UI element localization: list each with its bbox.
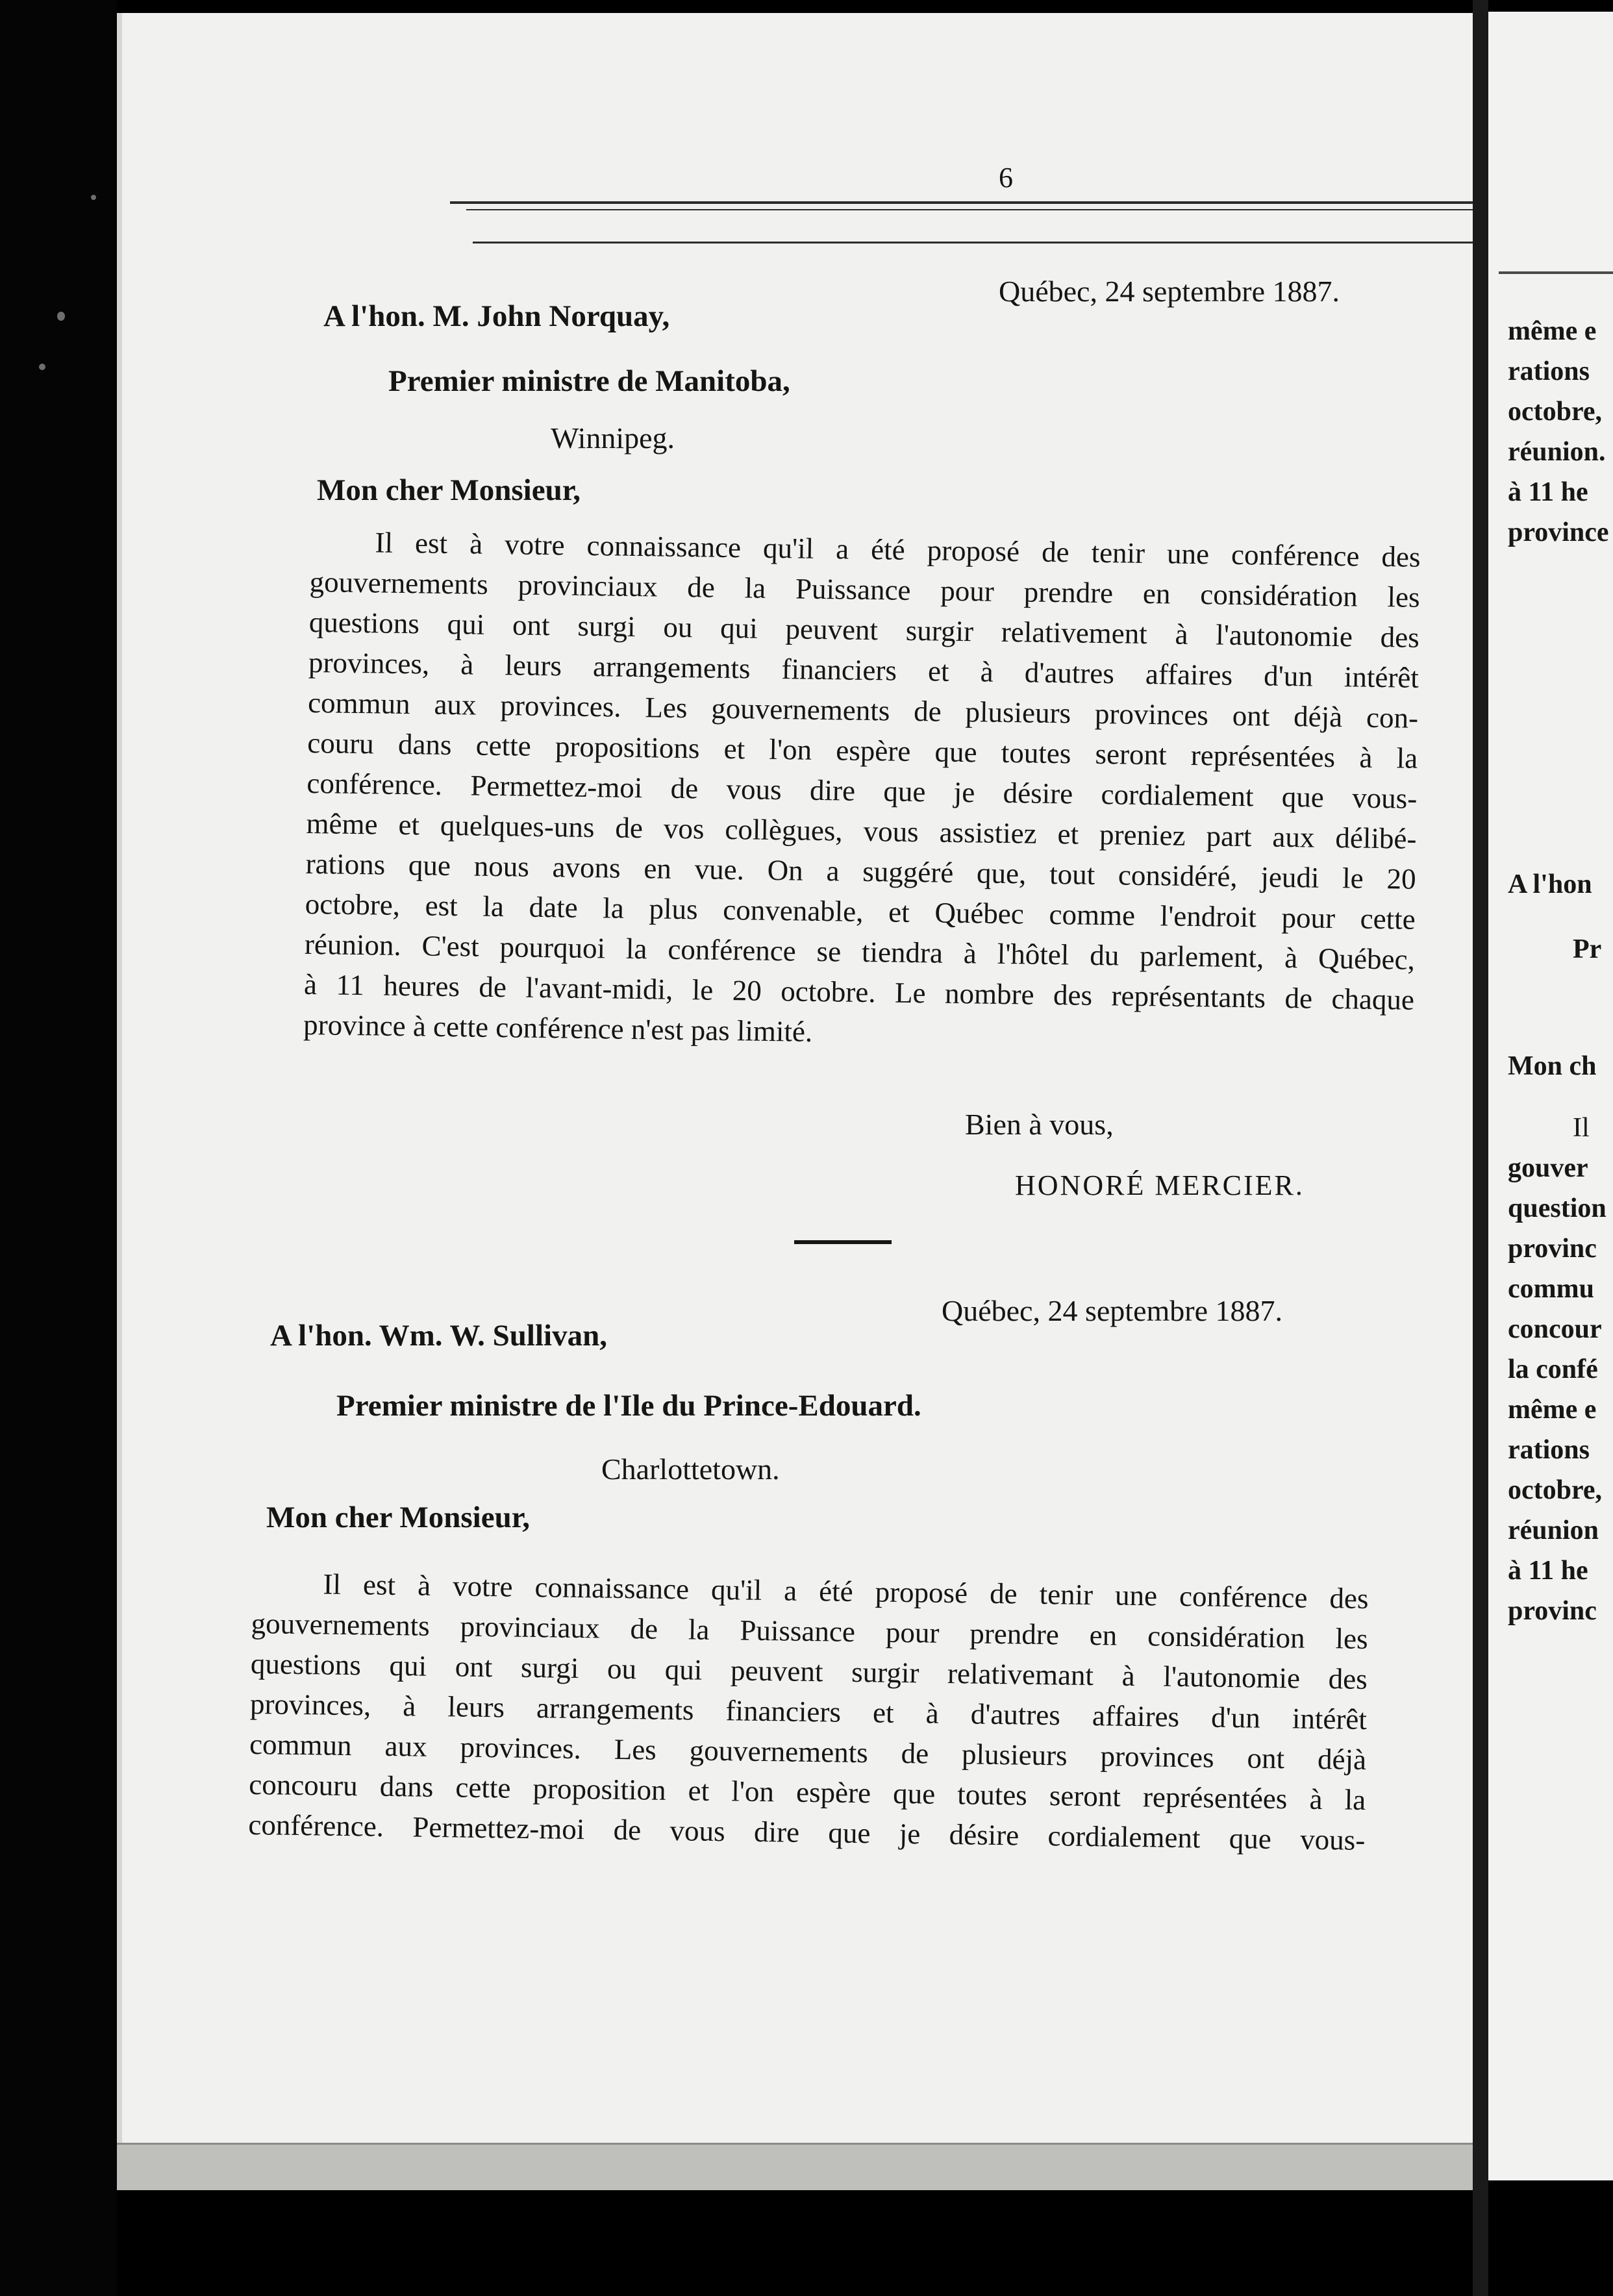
letter2-body-line: conférence. Permettez-moi de vous dire que je désire cordialement que vous- — [248, 1808, 1366, 1856]
letter2-recipient: A l'hon. Wm. W. Sullivan, — [270, 1319, 607, 1353]
letter1-date: Québec, 24 septembre 1887. — [999, 275, 1340, 308]
letter2-salutation: Mon cher Monsieur, — [266, 1501, 531, 1534]
adjacent-line: réunion. — [1508, 437, 1606, 467]
letter2-body — [248, 1566, 1369, 1856]
letter1-body-line: provinces, à leurs arrangements financiers et à d'autres affaires d'un intérêt — [308, 645, 1419, 694]
letter1-recipient-title: Premier ministre de Manitoba, — [388, 364, 790, 398]
letter2-recipient-title: Premier ministre de l'Ile du Prince-Edouard. — [336, 1389, 921, 1423]
letter1-body-line: commun aux provinces. Les gouvernements de plusieurs provinces ont déjà con- — [307, 686, 1419, 734]
adjacent-line: même e — [1508, 316, 1597, 346]
dust-speck — [57, 312, 65, 321]
letter1-body-line: province à cette conférence n'est pas limité. — [303, 1008, 813, 1048]
adjacent-line: province — [1508, 518, 1609, 547]
letter2-date: Québec, 24 septembre 1887. — [942, 1294, 1283, 1327]
letter1-salutation: Mon cher Monsieur, — [317, 473, 581, 507]
letter1-body-line: conférence. Permettez-moi de vous dire que je désire cordialement que vous- — [306, 766, 1418, 815]
adjacent-header-rule — [1499, 271, 1613, 274]
adjacent-page-fragment — [1488, 12, 1613, 2180]
letter1-body-line: à 11 heures de l'avant-midi, le 20 octobre. Le nombre des représentants de chaque — [303, 967, 1415, 1016]
letter1-body — [303, 525, 1421, 1048]
page-number: 6 — [999, 162, 1013, 193]
adjacent-line: même e — [1508, 1395, 1597, 1425]
letter2-body-line: Il est à votre connaissance qu'il a été proposé de tenir une conférence des — [323, 1567, 1369, 1616]
adjacent-salutation: Mon ch — [1508, 1051, 1597, 1081]
letter1-signature: HONORÉ MERCIER. — [1015, 1169, 1305, 1201]
letter1-body-line: questions qui ont surgi ou qui peuvent surgir relativement à l'autonomie des — [308, 605, 1420, 654]
header-rule-thin — [466, 209, 1577, 210]
dust-speck — [39, 364, 45, 370]
adjacent-line: octobre, — [1508, 397, 1603, 427]
adjacent-line: octobre, — [1508, 1475, 1603, 1505]
adjacent-line: question — [1508, 1193, 1607, 1223]
letter1-body-line: gouvernements provinciaux de la Puissance pour prendre en considération les — [309, 565, 1420, 614]
adjacent-line: rations — [1508, 356, 1590, 386]
adjacent-line: réunion — [1508, 1516, 1599, 1545]
header-rule-lower — [473, 242, 1570, 243]
document-page — [117, 13, 1473, 2156]
adjacent-line: concour — [1508, 1314, 1602, 1344]
letter1-body-line: Il est à votre connaissance qu'il a été proposé de tenir une conférence des — [375, 526, 1421, 573]
letter1-recipient-city: Winnipeg. — [551, 421, 675, 455]
book-gutter — [1473, 0, 1488, 2296]
adjacent-line: Il — [1573, 1113, 1590, 1143]
adjacent-line: à 11 he — [1508, 1556, 1588, 1586]
letter1-body-line: même et quelques-uns de vos collègues, vous assistiez et preniez part aux délibé- — [306, 806, 1417, 855]
letter1-body-line: octobre, est la date la plus convenable, et Québec comme l'endroit pour cette — [305, 887, 1416, 936]
letter1-recipient: A l'hon. M. John Norquay, — [323, 299, 670, 333]
section-divider — [794, 1240, 892, 1244]
scan-border-left — [0, 0, 117, 2296]
adjacent-recipient: A l'hon — [1508, 869, 1592, 899]
letter1-body-line: réunion. C'est pourquoi la conférence se tiendra à l'hôtel du parlement, à Québec, — [304, 927, 1416, 976]
letter2-body-line: commun aux provinces. Les gouvernements de plusieurs provinces ont déjà — [249, 1727, 1367, 1776]
letter1-closing: Bien à vous, — [965, 1108, 1114, 1141]
letter1-body-line: couru dans cette propositions et l'on espère que toutes seront représentées à la — [306, 726, 1418, 775]
letter2-recipient-city: Charlottetown. — [601, 1453, 780, 1486]
letter2-body-line: provinces, à leurs arrangements financiers et à d'autres affaires d'un intérêt — [249, 1687, 1368, 1736]
adjacent-line: rations — [1508, 1435, 1590, 1465]
header-rule — [450, 201, 1560, 204]
adjacent-line: provinc — [1508, 1234, 1597, 1264]
page-bottom-edge — [117, 2143, 1487, 2190]
letter2-body-line: questions qui ont surgi ou qui peuvent surgir relativemant à l'autonomie des — [250, 1647, 1368, 1695]
adjacent-line: commu — [1508, 1274, 1594, 1304]
adjacent-line: la confé — [1508, 1354, 1598, 1384]
adjacent-recipient-title: Pr — [1573, 934, 1602, 964]
adjacent-line: gouver — [1508, 1153, 1588, 1183]
adjacent-line: à 11 he — [1508, 477, 1588, 507]
letter2-body-line: gouvernements provinciaux de la Puissance pour prendre en considération les — [251, 1606, 1368, 1656]
adjacent-line: provinc — [1508, 1596, 1597, 1626]
dust-speck — [91, 195, 96, 200]
letter2-body-line: concouru dans cette proposition et l'on espère que toutes seront représentées à la — [248, 1767, 1366, 1816]
letter1-body-line: rations que nous avons en vue. On a suggéré que, tout considéré, jeudi le 20 — [305, 847, 1416, 895]
